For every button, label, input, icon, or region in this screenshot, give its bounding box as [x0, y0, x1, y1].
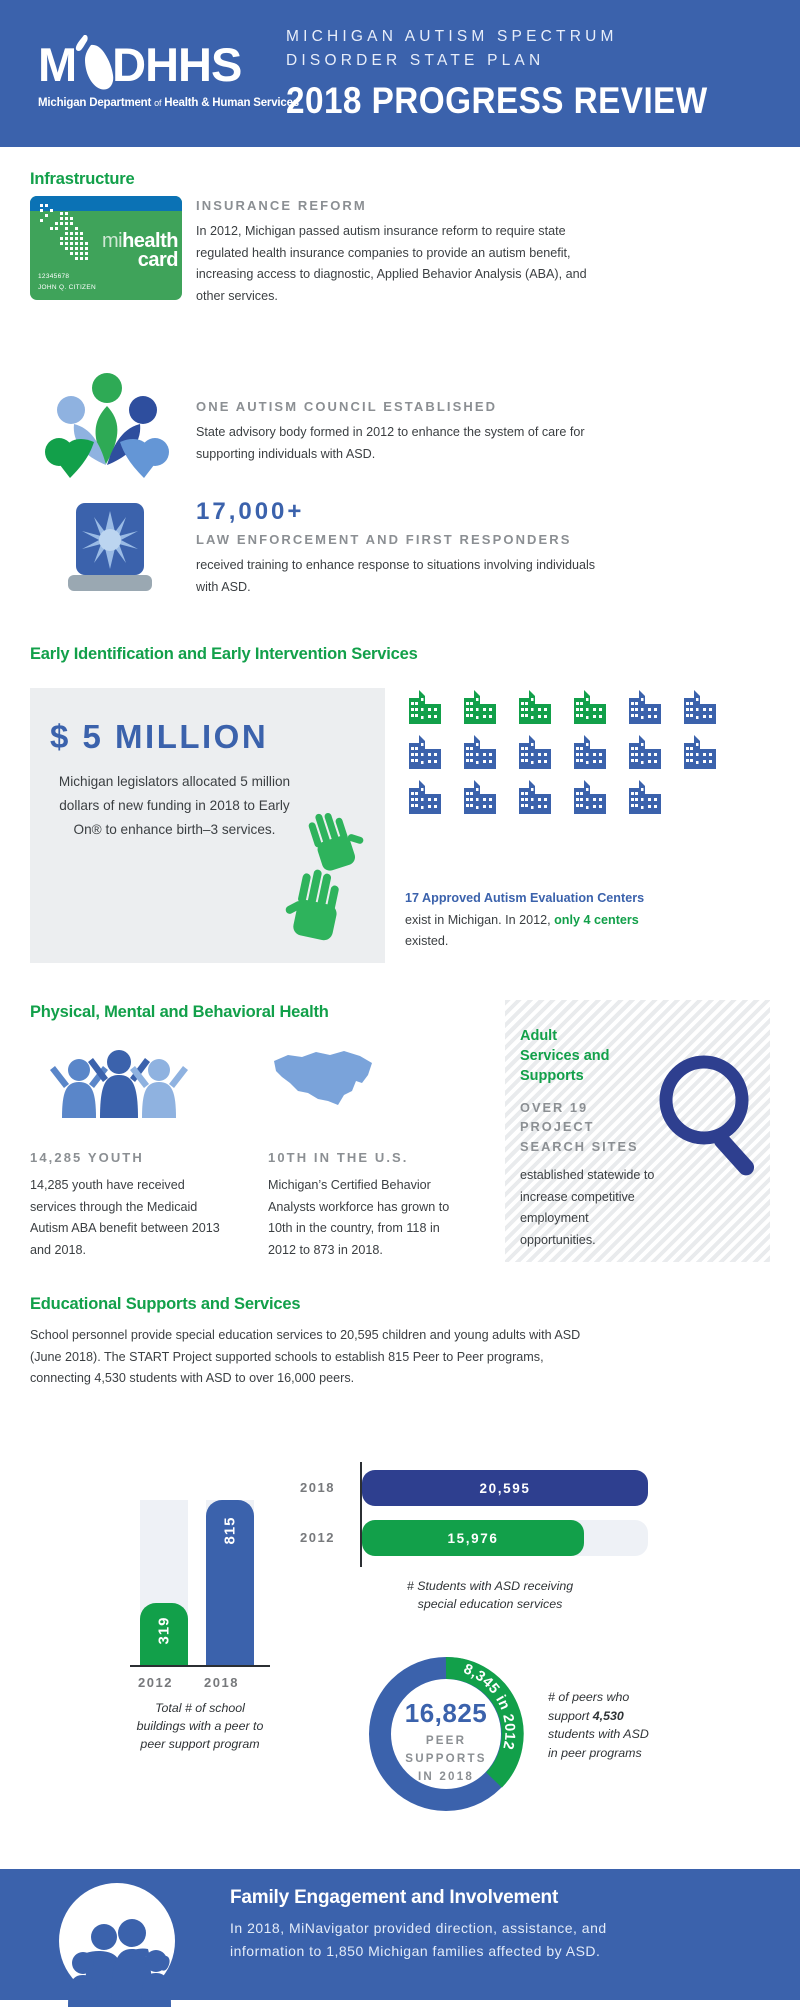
building-icon-blue: [570, 778, 608, 814]
logo-letter-m: M: [38, 38, 77, 91]
section-title-education: Educational Supports and Services: [30, 1295, 301, 1313]
magnifying-glass-icon: [652, 1050, 770, 1180]
logo-sub-of: of: [154, 97, 162, 108]
vbar-caption-l2: buildings with a peer to: [136, 1718, 264, 1733]
green-handprints-icon: [270, 810, 388, 960]
adult-services-heading-l2: Services and: [520, 1048, 610, 1064]
logo-letters-dhhs: DHHS: [112, 38, 242, 91]
vbar-tick-2012: 2012: [138, 1675, 173, 1690]
mihealth-card-image: [30, 196, 182, 300]
vbar-axis-line: [130, 1665, 270, 1667]
michigan-state-icon: [73, 39, 115, 91]
card-brand-label: [102, 232, 178, 270]
donut-center-label-l2: SUPPORTS: [405, 1751, 487, 1765]
family-engagement-section: [0, 1869, 800, 2000]
hbar-axis-line: [360, 1462, 362, 1567]
logo-sub-part2: Health & Human Services: [164, 96, 299, 109]
five-million-stat: $ 5 MILLION: [50, 718, 269, 755]
evaluation-centers-icon-grid: [405, 688, 730, 814]
family-title: Family Engagement and Involvement: [230, 1887, 559, 1908]
hbar-2012: 15,976: [362, 1520, 584, 1556]
horizontal-bar-chart: [288, 1462, 688, 1572]
donut-caption-number: 4,530: [592, 1708, 624, 1723]
adult-services-heading-l1: Adult: [520, 1028, 558, 1044]
card-brand-health: health: [122, 230, 178, 252]
insurance-reform-kicker: INSURANCE REFORM: [196, 198, 367, 213]
building-icon-blue: [405, 778, 443, 814]
section-title-infrastructure: Infrastructure: [30, 170, 135, 188]
donut-caption: [548, 1688, 748, 1762]
mdhhs-logo: [0, 38, 299, 109]
adult-services-heading: [520, 1026, 640, 1086]
section-title-early-identification: Early Identification and Early Intervention Services: [30, 645, 418, 663]
law-enforcement-stat: 17,000+: [196, 498, 305, 525]
donut-slice-label-2012: 8,345 in 2012: [461, 1661, 518, 1752]
card-brand-card: card: [137, 249, 178, 271]
vbar-caption-l1: Total # of school: [155, 1701, 245, 1715]
building-icon-blue: [625, 733, 663, 769]
vbar-caption: [100, 1700, 300, 1754]
youth-stat-kicker: 14,285 YOUTH: [30, 1150, 144, 1165]
donut-caption-l4: in peer programs: [548, 1745, 642, 1760]
building-icon-blue: [460, 733, 498, 769]
centers-mid-text: exist in Michigan. In 2012,: [405, 912, 551, 927]
tenth-us-kicker: 10TH IN THE U.S.: [268, 1150, 409, 1165]
project-search-kicker-l1: OVER 19: [520, 1100, 589, 1115]
header-titles: [270, 25, 755, 122]
family-body: In 2018, MiNavigator provided direction, assistance, and information to 1,850 Michigan families affected by ASD.: [230, 1920, 607, 1959]
building-icon-blue: [680, 733, 718, 769]
three-children-icon: [44, 1040, 194, 1118]
page-title: 2018 PROGRESS REVIEW: [286, 80, 708, 122]
law-enforcement-kicker: LAW ENFORCEMENT AND FIRST RESPONDERS: [196, 532, 572, 547]
building-icon-blue: [405, 733, 443, 769]
donut-caption-l2: [548, 1707, 748, 1726]
card-holder-name: JOHN Q. CITIZEN: [38, 284, 96, 291]
centers-end-text: existed.: [405, 934, 449, 949]
youth-stat-body: 14,285 youth have received services through the Medicaid Autism ABA benefit between 2013 and 2018.: [30, 1178, 220, 1257]
adult-services-heading-l3: Supports: [520, 1068, 584, 1084]
law-enforcement-body: received training to enhance response to situations involving individuals with ASD.: [196, 558, 596, 594]
police-light-icon: [64, 495, 156, 595]
united-states-map-icon: [268, 1043, 378, 1115]
project-search-kicker-l3: SEARCH SITES: [520, 1138, 639, 1154]
building-icon-green: [460, 688, 498, 724]
project-search-kicker-l2: PROJECT: [520, 1119, 595, 1135]
centers-highlight: 17 Approved Autism Evaluation Centers: [405, 891, 645, 905]
education-intro: School personnel provide special education services to 20,595 children and young adults with ASD (June 2018). The START Project supported schools to establish 815 Peer to Peer programs, connecting 4,530 students with ASD to over 16,000 peers.: [30, 1328, 581, 1386]
building-icon-blue: [625, 688, 663, 724]
card-brand-mi: mi: [101, 230, 123, 252]
mdhhs-logo-wordmark: [38, 39, 270, 91]
insurance-reform-body: In 2012, Michigan passed autism insurance reform to require state regulated health insurance companies to provide an autism benefit, increasing access to diagnostic, Applied Behavior Analysis (ABA), and other services.: [196, 224, 587, 303]
donut-chart: [362, 1650, 530, 1818]
donut-center-label: [362, 1732, 530, 1786]
donut-center-label-l3: IN 2018: [417, 1769, 474, 1783]
building-icon-blue: [570, 733, 608, 769]
vbar-tick-2018: 2018: [204, 1675, 239, 1690]
page-header: [0, 0, 800, 147]
vbar-caption-l3: peer support program: [140, 1736, 260, 1751]
building-icon-blue: [625, 778, 663, 814]
donut-caption-support: support: [548, 1708, 593, 1723]
vbar-value-2018: 815: [221, 1516, 239, 1545]
project-search-kicker: [520, 1098, 645, 1156]
family-icon: [48, 1879, 186, 2007]
hbar-caption-l2: special education services: [417, 1596, 563, 1611]
donut-caption-l1: # of peers who: [548, 1690, 630, 1704]
hbar-2018: 20,595: [362, 1470, 648, 1506]
building-icon-blue: [515, 778, 553, 814]
autism-council-kicker: ONE AUTISM COUNCIL ESTABLISHED: [196, 399, 498, 414]
logo-sub-part1: Michigan Department: [38, 96, 152, 109]
building-icon-blue: [680, 688, 718, 724]
evaluation-centers-text: [405, 888, 655, 953]
donut-caption-l3: students with ASD: [548, 1727, 649, 1742]
vbar-value-2012: 319: [155, 1616, 173, 1645]
hbar-tick-2018: 2018: [300, 1480, 335, 1495]
centers-green-text: only 4 centers: [554, 912, 639, 927]
hbar-tick-2012: 2012: [300, 1530, 335, 1545]
tenth-us-body: Michigan’s Certified Behavior Analysts workforce has grown to 10th in the country, from 118 in 2012 to 873 in 2018.: [268, 1178, 450, 1257]
five-million-body: Michigan legislators allocated 5 million dollars of new funding in 2018 to Early On® to enhance birth–3 services.: [58, 774, 291, 838]
autism-council-body: State advisory body formed in 2012 to enhance the system of care for supporting individuals with ASD.: [196, 425, 585, 461]
hbar-caption: [340, 1578, 640, 1614]
building-icon-blue: [515, 733, 553, 769]
header-kicker-line1: MICHIGAN AUTISM SPECTRUM: [286, 27, 618, 45]
donut-center-value: 16,825: [404, 1698, 488, 1728]
card-number: 12345678: [38, 273, 70, 280]
building-icon-green: [570, 688, 608, 724]
one-autism-council-people-icon: [44, 370, 170, 480]
donut-center-label-l1: PEER: [425, 1734, 467, 1747]
building-icon-blue: [460, 778, 498, 814]
building-icon-green: [405, 688, 443, 724]
header-kicker-line2: DISORDER STATE PLAN: [286, 52, 545, 69]
hbar-caption-l1: # Students with ASD receiving: [406, 1579, 574, 1593]
building-icon-green: [515, 688, 553, 724]
section-title-health: Physical, Mental and Behavioral Health: [30, 1003, 329, 1021]
project-search-body: established statewide to increase competitive employment opportunities.: [520, 1168, 655, 1247]
